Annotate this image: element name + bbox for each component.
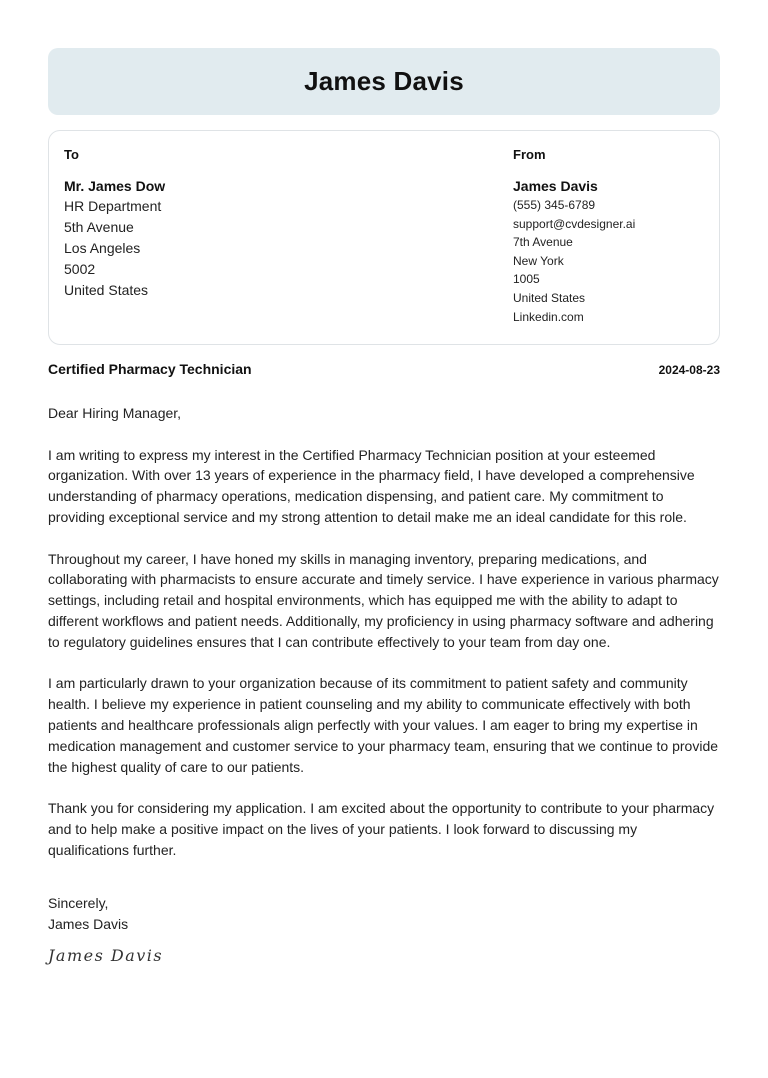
job-title: Certified Pharmacy Technician — [48, 361, 252, 377]
recipient-city: Los Angeles — [64, 240, 141, 256]
signoff-name: James Davis — [48, 915, 129, 932]
closing-phrase: Sincerely, — [48, 894, 109, 911]
header-banner — [48, 48, 720, 115]
sender-country: United States — [513, 290, 586, 305]
recipient-block — [64, 147, 165, 301]
header-name: James Davis — [304, 66, 464, 96]
recipient-label: To — [64, 147, 79, 162]
recipient-country: United States — [64, 282, 149, 298]
sender-name: James Davis — [513, 178, 598, 194]
sender-street: 7th Avenue — [513, 235, 573, 250]
body-paragraph-4: Thank you for considering my application. I am excited about the opportunity to contribute to your pharmacy and to help make a positive impact on the lives of your patients. I look forward to discussing my qualifications further. — [48, 800, 715, 858]
salutation: Dear Hiring Manager, — [48, 405, 182, 421]
sender-city: New York — [513, 253, 564, 268]
body-paragraph-2: Throughout my career, I have honed my skills in managing inventory, preparing medications, and collaborating with pharmacists to ensure accurate and timely service. I have experience in various pharmacy settings, including retail and hospital environments, which has equipped me with the ability to adapt to different workflows and patient needs. Additionally, my proficiency in using pharmacy software and adhering to regulatory guidelines ensures that I can contribute effectively to your team from day one. — [48, 550, 719, 650]
sender-linkedin: Linkedin.com — [513, 309, 584, 324]
address-box — [48, 130, 720, 345]
meta-row — [48, 361, 720, 377]
recipient-department: HR Department — [64, 198, 162, 214]
sender-phone: (555) 345-6789 — [513, 198, 596, 212]
cover-letter-page — [48, 48, 720, 966]
recipient-street: 5th Avenue — [64, 219, 134, 235]
sender-email: support@cvdesigner.ai — [513, 216, 636, 231]
closing-block — [48, 893, 720, 966]
letter-date: 2024-08-23 — [658, 363, 720, 377]
body-paragraph-3: I am particularly drawn to your organization because of its commitment to patient safety and community health. I believe my experience in patient counseling and my ability to communicate effectively with both patients and healthcare professionals align perfectly with your values. I am eager to bring my expertise in medication management and customer service to your pharmacy team, ensuring that we continue to provide the highest quality of care to our patients. — [48, 675, 719, 775]
sender-block — [513, 147, 635, 326]
sender-postal-code: 1005 — [513, 272, 540, 287]
body-paragraph-1: I am writing to express my interest in the Certified Pharmacy Technician position at your esteemed organization. With over 13 years of experience in the pharmacy field, I have developed a comprehensive understanding of pharmacy operations, medication dispensing, and patient care. My commitment to providing exceptional service and my strong attention to detail make me an ideal candidate for this role. — [48, 446, 695, 525]
handwritten-signature: James Davis — [48, 945, 164, 965]
sender-label: From — [513, 147, 546, 162]
recipient-name: Mr. James Dow — [64, 178, 166, 194]
letter-body — [48, 403, 720, 861]
recipient-postal-code: 5002 — [64, 261, 96, 277]
